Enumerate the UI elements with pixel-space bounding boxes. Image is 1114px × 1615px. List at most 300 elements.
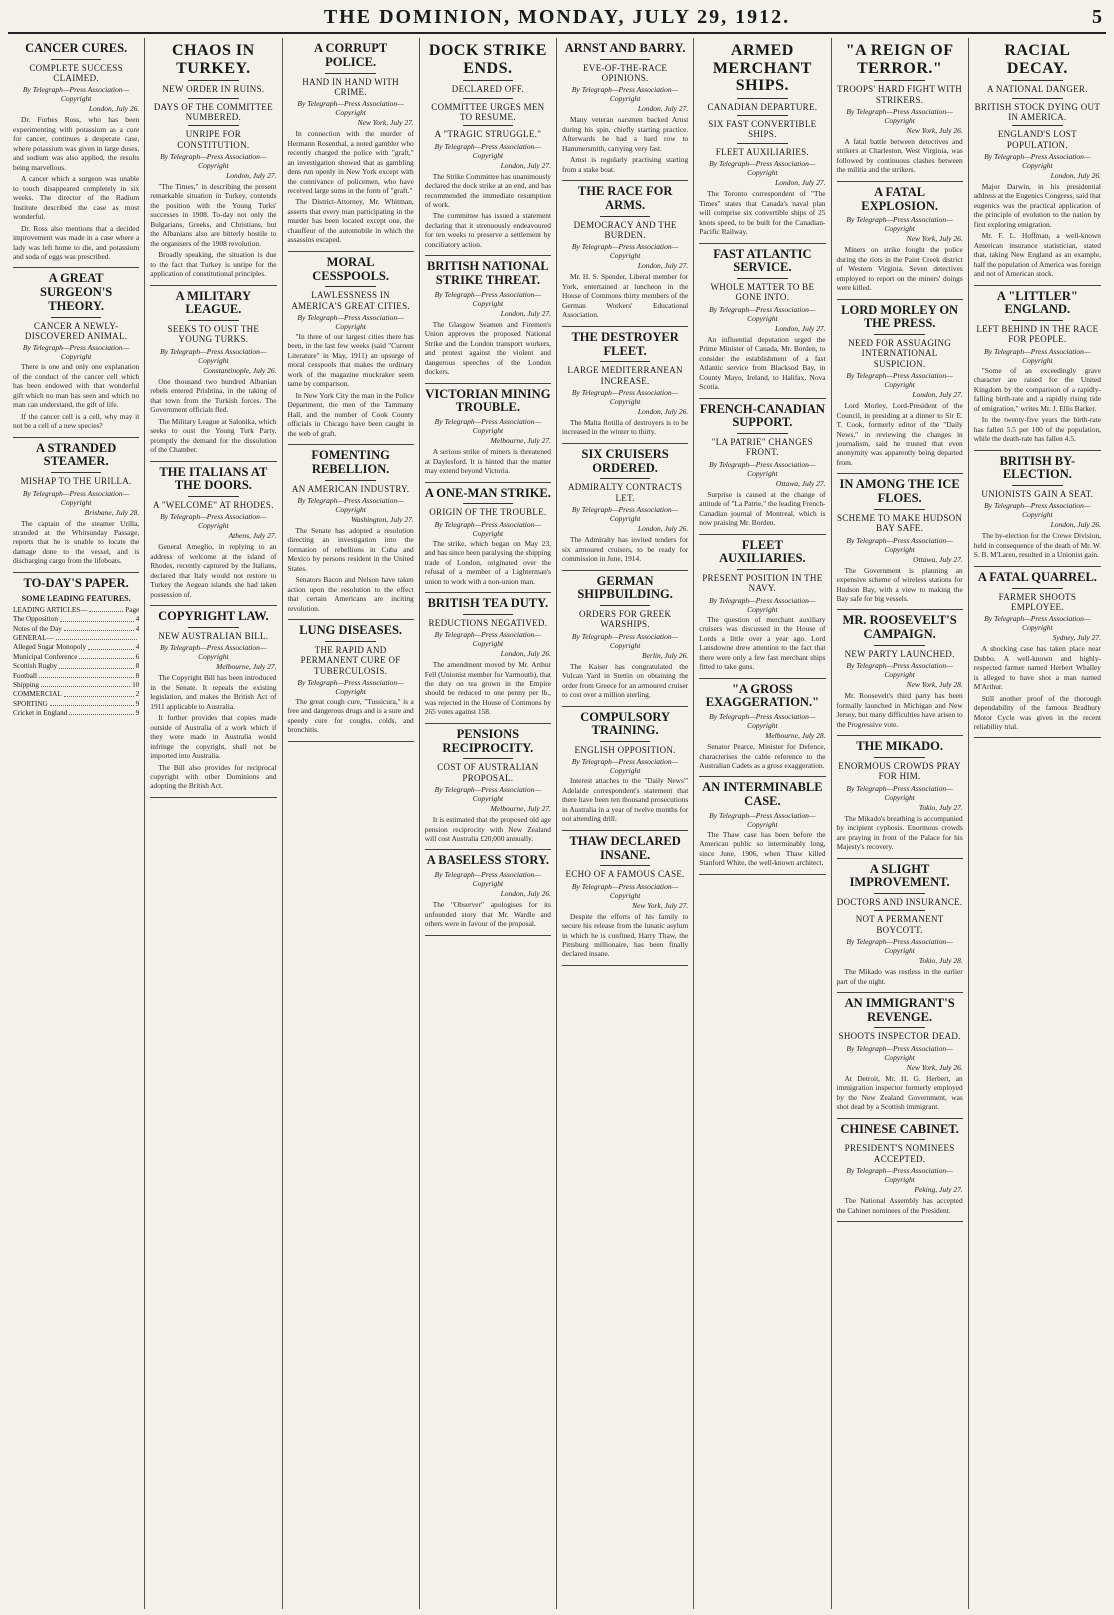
article-paragraph: One thousand two hundred Albanian rebels entered Prishtina, in the taking of that town from the Turkish forces. The Government officials fled. — [150, 376, 277, 415]
article-byline: By Telegraph—Press Association—Copyright — [571, 881, 679, 900]
article-separator — [425, 383, 551, 384]
article-paragraph: There is one and only one explanation of the conduct of the cancer cell which has been endowed with that wonderful gift which no man has seen and which no man can understand, the gift of life. — [13, 362, 140, 410]
divider-rule — [600, 741, 651, 742]
index-leader — [79, 653, 133, 659]
article-paragraph: Mr. Roosevelt's third party has been formally launched in Michigan and New Jersey, but many difficulties have arisen to the Progressive vote. — [836, 691, 963, 729]
article-subheading: LEFT BEHIND IN THE RACE FOR PEOPLE. — [976, 324, 1099, 345]
article-paragraph: An influential deputation urged the Prime Minister of Canada, Mr. Borden, to consider the establishment of a fast Atlantic service from Blacksod Bay, in County Mayo, Ireland, to Halifax, Nova Scotia. — [699, 334, 826, 392]
article-dateline: London, July 26. — [637, 524, 689, 534]
article-paragraph: Arnst is regularly practising starting from a stake boat. — [562, 155, 689, 174]
article-separator — [562, 180, 688, 181]
divider-rule — [325, 73, 376, 74]
article-headline: THE RACE FOR ARMS. — [577, 184, 673, 212]
article-dateline: London, July 27. — [775, 178, 826, 188]
article-subheading: ECHO OF A FAMOUS CASE. — [565, 869, 685, 880]
article-headline: BRITISH TEA DUTY. — [427, 595, 549, 610]
article-byline: By Telegraph—Press Association—Copyright — [434, 417, 542, 436]
divider-rule — [188, 80, 239, 81]
divider-rule — [325, 641, 376, 642]
article-subheading: SHOOTS INSPECTOR DEAD. — [838, 1031, 961, 1042]
article-paragraph: The Kaiser has congratulated the Vulcan Yard in Stettin on obtaining the order from Greece for an armoured cruiser to cost over a million sterling. — [562, 661, 689, 700]
article-separator — [837, 1118, 963, 1119]
index-page: 2 — [135, 690, 140, 699]
article-paragraph: The "Observer" apologises for its unfounded story that Mr. Wardle and others were in favour of the proposal. — [424, 900, 551, 929]
article-paragraph: Surprise is caused at the change of attitude of "La Patrie," the leading French-Canadian journal of Montreal, which is now praising Mr. Borden. — [699, 489, 826, 528]
article-byline: By Telegraph—Press Association—Copyright — [434, 870, 542, 889]
article — [425, 728, 551, 844]
index-leader — [56, 634, 138, 640]
article — [699, 781, 825, 867]
article-subheading: LAWLESSNESS IN AMERICA'S GREAT CITIES. — [291, 290, 410, 311]
article-dateline: Peking, July 27. — [914, 1185, 963, 1195]
article — [13, 42, 139, 261]
article — [699, 683, 825, 771]
divider-rule — [874, 509, 925, 510]
article-paragraph: At Detroit, Mr. H. G. Herbert, an immigration inspector formerly employed by the New Zealand Government, was shot dead by a Scottish immigrant. — [836, 1073, 963, 1112]
article-byline: By Telegraph—Press Association—Copyright — [846, 371, 953, 390]
article — [562, 448, 688, 564]
article-separator — [699, 874, 825, 875]
article-paragraph: Still another proof of the thorough dependability of the famous Bradbury Motor Cycle was given in the recent reliability trial. — [973, 693, 1101, 731]
article-dateline: Ottawa, July 27. — [913, 554, 963, 564]
article-subheading: DEMOCRACY AND THE BURDEN. — [573, 219, 677, 241]
article-headline: FOMENTING REBELLION. — [311, 448, 390, 476]
article-headline: A "LITTLER" ENGLAND. — [996, 288, 1078, 317]
article-byline: By Telegraph—Press Association—Copyright — [434, 519, 542, 538]
article-dateline: New York, July 26. — [906, 234, 963, 244]
article-headline: VICTORIAN MINING TROUBLE. — [425, 386, 551, 415]
article-paragraph: The Strike Committee has unanimously declared the dock strike at an end, and has recommended the immediate resumption of work. — [424, 171, 551, 209]
divider-rule — [463, 98, 514, 99]
article-paragraph: Many veteran oarsmen backed Arnst during his spin, chiefly starting practice. Afterwards he had a hard row to Hammersmith, carrying very fast. — [562, 115, 689, 153]
article — [974, 42, 1101, 279]
divider-rule — [188, 98, 239, 99]
article-paragraph: The great cough cure, "Tussicura," is a free and dangerous drugs and is a sure and speedy cure for coughs, colds, and bronchitis. — [287, 697, 414, 735]
article-paragraph: The Mikado's breathing is accompanied by incipient cyphosis. Enormous crowds are praying in front of the Palace for his Majesty's recovery. — [836, 813, 963, 852]
divider-rule — [1012, 485, 1063, 486]
index-label: Notes of the Day — [13, 624, 62, 633]
divider-rule — [1012, 588, 1063, 589]
article-paragraph: Dr. Forbes Ross, who has been experimenting with potassium as a cure for cancer, continues a desperate case, where potassium was given in large doses, and sodium was also applied, the results being marvellous. — [13, 115, 140, 172]
article-headline: PENSIONS RECIPROCITY. — [442, 726, 534, 755]
index-row — [13, 625, 139, 634]
article-byline: By Telegraph—Press Association—Copyright — [984, 346, 1091, 365]
divider-rule — [737, 143, 788, 144]
article-dateline: London, July 26. — [637, 406, 689, 416]
index-leader — [41, 681, 130, 687]
article-dateline: Tokio, July 28. — [918, 956, 963, 966]
article-subheading: ADMIRALTY CONTRACTS LET. — [567, 482, 683, 503]
article — [562, 575, 688, 700]
article-subheading: COMPLETE SUCCESS CLAIMED. — [29, 62, 123, 84]
article-paragraph: The Malta flotilla of destroyers is to be increased in the winter to thirty. — [562, 417, 689, 437]
article-byline: By Telegraph—Press Association—Copyright — [709, 595, 816, 614]
article — [562, 711, 688, 824]
article-byline: By Telegraph—Press Association—Copyright — [571, 387, 679, 406]
article-headline: BRITISH BY-ELECTION. — [999, 453, 1076, 482]
article-dateline: Tokio, July 27. — [918, 802, 963, 812]
article-headline: FRENCH-CANADIAN SUPPORT. — [699, 401, 825, 430]
article-separator — [699, 243, 825, 244]
article-headline: A FATAL QUARREL. — [977, 569, 1097, 584]
index-page: 4 — [135, 615, 140, 624]
article-dateline: New York, July 26. — [906, 125, 963, 135]
article-separator — [562, 706, 688, 707]
article-dateline: Melbourne, July 28. — [765, 731, 826, 741]
divider-rule — [600, 478, 651, 479]
article-headline: MORAL CESSPOOLS. — [312, 254, 389, 283]
divider-rule — [463, 503, 514, 504]
article-byline: By Telegraph—Press Association—Copyright — [297, 678, 404, 696]
article-separator — [837, 1221, 963, 1222]
article-byline: By Telegraph—Press Association—Copyright — [984, 151, 1091, 170]
article — [837, 863, 963, 986]
divider-rule — [1012, 80, 1063, 81]
article-headline: A MILITARY LEAGUE. — [175, 288, 252, 317]
article — [13, 272, 139, 430]
article-subheading: PRESENT POSITION IN THE NAVY. — [702, 573, 823, 594]
index-leader — [50, 700, 134, 706]
index-label: COMMERCIAL — [13, 690, 62, 699]
article-paragraph: The Military League at Salonika, which seeks to oust the Young Turk Party, promptly the demand for the dissolution of the Chamber. — [150, 416, 277, 455]
article-subheading: A "TRAGIC STRUGGLE." — [434, 129, 542, 140]
article-separator — [150, 605, 276, 606]
article-byline: By Telegraph—Press Association—Copyright — [434, 630, 542, 649]
article-paragraph: A fatal battle between detectives and strikers at Charleston, West Virginia, was followed by continuous clashes between the militia and the strikers. — [836, 136, 963, 175]
article-byline: By Telegraph—Press Association—Copyright — [297, 99, 404, 118]
column-3 — [283, 38, 420, 1609]
article-dateline: Ottawa, July 27. — [775, 478, 826, 488]
article-subheading: MISHAP TO THE URILLA. — [20, 476, 132, 487]
article-byline: By Telegraph—Press Association—Copyright — [571, 631, 679, 650]
divider-rule — [874, 1027, 925, 1028]
article-byline: By Telegraph—Press Association—Copyright — [709, 810, 816, 829]
article-headline: A ONE-MAN STRIKE. — [424, 485, 551, 500]
divider-rule — [600, 216, 651, 217]
article-paragraph: The Mikado was restless in the earlier part of the night. — [836, 967, 963, 986]
divider-rule — [1012, 98, 1063, 99]
article-separator — [425, 482, 551, 483]
article-separator — [425, 255, 551, 256]
article-subheading: WHOLE MATTER TO BE GONE INTO. — [710, 282, 815, 303]
article-subheading: AN AMERICAN INDUSTRY. — [291, 483, 410, 494]
article-headline: COMPULSORY TRAINING. — [580, 709, 671, 738]
article-paragraph: The question of merchant auxiliary cruisers was discussed in the House of Lords a little over a year ago. Lord Lansdowne drew attention to the fact that there were only a few fast merchant ships fitted to take guns. — [699, 614, 826, 672]
article — [837, 614, 963, 729]
divider-rule — [1012, 125, 1063, 126]
article-byline: By Telegraph—Press Association—Copyright — [846, 661, 953, 680]
article-subheading: PRESIDENT'S NOMINEES ACCEPTED. — [844, 1143, 955, 1164]
article-paragraph: In the twenty-five years the birth-rate has fallen 5.5 per 100 of the population, while the death-rate has fallen 4.5. — [973, 415, 1101, 444]
article — [699, 248, 825, 392]
article-headline: THE DESTROYER FLEET. — [571, 329, 679, 358]
article-headline: A STRANDED STEAMER. — [36, 440, 117, 469]
divider-rule — [874, 645, 925, 646]
article-headline: A FATAL EXPLOSION. — [861, 184, 938, 213]
article-paragraph: A serious strike of miners is threatened at Daylesford. It is hinted that the matter may extend beyond Victoria. — [424, 447, 551, 476]
article-subheading: UNIONISTS GAIN A SEAT. — [981, 489, 1094, 500]
article-headline: BRITISH NATIONAL STRIKE THREAT. — [427, 259, 549, 288]
index-page: 10 — [132, 680, 140, 689]
article-byline: By Telegraph—Press Association—Copyright — [846, 106, 953, 125]
article-paragraph: It further provides that copies made outside of Australia of a work which if they were made in Australia would infringe the copyright, shall not be imported into Australia. — [150, 713, 277, 761]
article — [150, 610, 276, 791]
article-byline: By Telegraph—Press Association—Copyright — [846, 1043, 953, 1062]
article-byline: By Telegraph—Press Association—Copyright — [846, 535, 953, 554]
article-paragraph: The captain of the steamer Urilla, stranded at the Whitsunday Passage, reports that he is unable to locate the damage done to the vessel, and is discharging cargo from the lifeboats. — [13, 518, 140, 566]
article-dateline: New York, July 27. — [632, 900, 689, 910]
index-row — [13, 700, 139, 709]
article — [425, 388, 551, 476]
article-subheading: COST OF AUSTRALIAN PROPOSAL. — [437, 762, 539, 783]
article-subheading: NEED FOR ASSUAGING INTERNATIONAL SUSPICION. — [848, 338, 952, 369]
article-paragraph: Lord Morley, Lord-President of the Council, in presiding at a dinner to Sir E. T. Cook, formerly editor of the "Daily News," in reviewing the changes in journalism, said he trusted that even anonymity was apparently being departed from. — [836, 401, 963, 467]
article-headline: A SLIGHT IMPROVEMENT. — [849, 861, 950, 890]
article-separator — [288, 619, 414, 620]
article-separator — [699, 678, 825, 679]
article-headline: MR. ROOSEVELT'S CAMPAIGN. — [842, 613, 957, 642]
article-headline: AN INTERMINABLE CASE. — [702, 780, 823, 809]
index-page: 8 — [135, 662, 140, 671]
article-separator — [425, 723, 551, 724]
article — [288, 449, 414, 613]
article-paragraph: The Admiralty has invited tenders for six armoured cruisers, to be ready for commission in June, 1914. — [562, 535, 689, 564]
divider-rule — [188, 125, 239, 126]
index-label: Municipal Conference — [13, 652, 78, 661]
article-dateline: London, July 27. — [775, 323, 826, 333]
article-dateline: Brisbane, July 28. — [84, 507, 140, 517]
divider-rule — [737, 115, 788, 116]
article-separator — [837, 299, 963, 300]
index-row — [13, 615, 139, 624]
index-headline: TO-DAY'S PAPER. — [23, 575, 129, 590]
article-paragraph: The Copyright Bill has been introduced in the Senate. It repeals the existing legislation, and makes the British Act of 1911 applicable to Australia. — [150, 673, 277, 711]
article-headline: COPYRIGHT LAW. — [158, 609, 269, 624]
article-paragraph: In connection with the murder of Hermann Rosenthal, a noted gambler who recently charged the police with "graft," an investigation showed that as gambling dens run openly in New York except with the connivance of policemen, who have received large sums in the form of "graft." — [287, 129, 414, 195]
article-subheading: FARMER SHOOTS EMPLOYEE. — [998, 591, 1077, 612]
article-separator — [150, 797, 276, 798]
article-paragraph: A cancer which a surgeon was unable to touch disappeared completely in six weeks. The director of the Radium Institute described the case as most wonderful. — [13, 174, 140, 222]
article-subheading: NEW AUSTRALIAN BILL. — [158, 630, 269, 641]
article-headline: CHAOS IN TURKEY. — [172, 42, 255, 77]
article-headline: GERMAN SHIPBUILDING. — [577, 573, 673, 602]
article — [562, 331, 688, 437]
article-byline: By Telegraph—Press Association—Copyright — [571, 242, 679, 261]
article-headline: LORD MORLEY ON THE PRESS. — [841, 302, 959, 331]
article — [562, 42, 688, 174]
article-paragraph: Mr. F. L. Hoffman, a well-known American insurance statistician, stated that, taking New England as an example, half the population of America was foreign and not of American stock. — [973, 231, 1101, 279]
article-separator — [425, 592, 551, 593]
article-dateline: Melbourne, July 27. — [490, 804, 551, 814]
article-paragraph: Broadly speaking, the situation is due to the fact that Turkey is unripe for the application of constitutional principles. — [150, 250, 277, 279]
index-leader — [64, 690, 134, 696]
article-subheading: DAYS OF THE COMMITTEE NUMBERED. — [153, 101, 273, 122]
index-row — [13, 643, 139, 652]
article-dateline: London, July 27. — [637, 261, 689, 271]
article-separator — [837, 858, 963, 859]
article-paragraph: A shocking case has taken place near Dubbo. A well-known and highly-respected farmer named Herbert Whalley is alleged to have shot a man named M'Arthur. — [973, 644, 1101, 692]
article-dateline: London, July 26. — [88, 104, 140, 114]
article-byline: By Telegraph—Press Association—Copyright — [160, 512, 267, 531]
article-paragraph: The committee has issued a statement declaring that it strenuously endeavoured for ten weeks to preserve a settlement by conciliatory action. — [424, 211, 551, 249]
index-row — [13, 653, 139, 662]
article-separator — [562, 570, 688, 571]
article-paragraph: Major Darwin, in his presidential address at the Eugenics Congress, said that eugenics was the practical application of the principle of evolution to the nation by first exploring emigration. — [973, 181, 1101, 229]
index-label: Shipping — [13, 680, 39, 689]
article-paragraph: "Some of an exceedingly grave character are raised for the United Kingdom by the comparison of a rapidly-falling birth-rate and a rapidly rising tide of emigration," writes Mr. J. Ellis Barker. — [973, 365, 1101, 413]
divider-rule — [463, 758, 514, 759]
index-row — [13, 634, 139, 643]
article-subheading: DECLARED OFF. — [451, 84, 524, 95]
article-byline: By Telegraph—Press Association—Copyright — [984, 501, 1091, 520]
article-separator — [562, 965, 688, 966]
divider-rule — [737, 278, 788, 279]
article-paragraph: The strike, which began on May 23, and has since been paralysing the shipping trade of London, originated over the refusal of a member of a Lighterman's union to work with a non-union man. — [424, 538, 551, 586]
article — [288, 42, 414, 245]
article-subheading: ORIGIN OF THE TROUBLE. — [429, 507, 547, 518]
index-leader — [59, 662, 134, 668]
article-byline: By Telegraph—Press Association—Copyright — [160, 346, 267, 365]
article — [699, 42, 825, 237]
article-headline: THAW DECLARED INSANE. — [569, 833, 681, 862]
index-label: Alleged Sugar Monopoly — [13, 643, 87, 652]
divider-rule — [463, 125, 514, 126]
article-headline: IN AMONG THE ICE FLOES. — [839, 477, 960, 506]
article-paragraph: The amendment moved by Mr. Arthur Fell (Unionist member for Yarmouth), that the duty on tea grown in the Empire should be reduced to one penny per lb., was rejected in the House of Commons by 265 votes against 158. — [424, 660, 551, 717]
divider-rule — [874, 757, 925, 758]
article-subheading: NOT A PERMANENT BOYCOTT. — [855, 914, 944, 935]
divider-rule — [874, 334, 925, 335]
index-leader — [60, 615, 134, 621]
divider-rule — [874, 1139, 925, 1140]
index-leader — [64, 625, 134, 631]
article-separator — [837, 992, 963, 993]
article-headline: ARNST AND BARRY. — [564, 41, 686, 55]
article-byline: By Telegraph—Press Association—Copyright — [709, 304, 816, 323]
article-subheading: TROOPS' HARD FIGHT WITH STRIKERS. — [837, 84, 963, 105]
article-byline: By Telegraph—Press Association—Copyright — [160, 151, 267, 170]
article-byline: By Telegraph—Press Association—Copyright — [434, 289, 542, 308]
article-subheading: SEEKS TO OUST THE YOUNG TURKS. — [167, 324, 260, 345]
divider-rule — [188, 320, 239, 321]
article-subheading: NEW ORDER IN RUINS. — [162, 84, 265, 95]
index-page: 6 — [135, 652, 140, 661]
article-separator — [562, 443, 688, 444]
divider-rule — [737, 569, 788, 570]
article-dateline: New York, July 26. — [906, 1062, 963, 1072]
divider-rule — [325, 286, 376, 287]
article — [974, 455, 1101, 560]
article-dateline: Melbourne, July 27. — [490, 436, 551, 446]
article-subheading: SIX FAST CONVERTIBLE SHIPS. — [708, 119, 817, 140]
article-subheading: BRITISH STOCK DYING OUT IN AMERICA. — [974, 101, 1101, 122]
article-separator — [837, 609, 963, 610]
article-subheading: ORDERS FOR GREEK WARSHIPS. — [578, 609, 672, 630]
newspaper-title: THE DOMINION, MONDAY, JULY 29, 1912. — [323, 6, 791, 28]
article-byline: By Telegraph—Press Association—Copyright — [846, 783, 953, 802]
article-paragraph: The District-Attorney, Mr. Whitman, asserts that every man participating in the murder has been located except one, the chauffeur of the automobile in which the assassins escaped. — [287, 197, 414, 245]
article-paragraph: Dr. Ross also mentions that a decided improvement was made in a case where a lady was left home to die, and potassium and soda of eggs was prescribed. — [13, 223, 140, 261]
index-page: Page — [125, 606, 140, 615]
article-headline: CHINESE CABINET. — [840, 1121, 959, 1136]
article-subheading: "LA PATRIE" CHANGES FRONT. — [711, 437, 813, 458]
article-paragraph: The Bill also provides for reciprocal copyright with other Dominions and adopting the British Act. — [150, 762, 277, 791]
article — [837, 186, 963, 293]
todays-paper-index — [13, 577, 139, 718]
article-subheading: HAND IN HAND WITH CRIME. — [302, 76, 399, 97]
article-separator — [562, 830, 688, 831]
divider-rule — [51, 59, 102, 60]
article-separator — [974, 285, 1101, 286]
article-separator — [837, 181, 963, 182]
index-row — [13, 709, 139, 718]
article-paragraph: In New York City the man in the Police Department, the men of the Tammany Hall, and the number of Cook County officials in Chicago have been caught in the web of graft. — [287, 390, 414, 438]
article-byline: By Telegraph—Press Association—Copyright — [22, 343, 130, 362]
divider-rule — [188, 627, 239, 628]
article-dateline: London, July 26. — [1050, 170, 1101, 180]
divider-rule — [325, 480, 376, 481]
article-paragraph: The Thaw case has been before the American public so interminably long, since June, 1906, when Thaw killed Stanford White, the well-known architect. — [699, 829, 826, 868]
divider-rule — [463, 614, 514, 615]
article-byline: By Telegraph—Press Association—Copyright — [984, 614, 1091, 633]
article — [425, 854, 551, 928]
article-paragraph: The Toronto correspondent of "The Times" states that Canada's naval plan will comprise six convertible ships of 25 knots speed, to be built for the Canadian-Pacific Railway. — [699, 189, 826, 237]
article-paragraph: Senators Bacon and Nelson have taken action upon the resolution to the effect that certain Americans are inciting revolution. — [287, 575, 414, 613]
article-paragraph: It is estimated that the proposed old age pension reciprocity with New Zealand will cost Australia £20,000 annually. — [424, 815, 551, 843]
article-byline: By Telegraph—Press Association—Copyright — [22, 488, 130, 507]
divider-rule — [737, 98, 788, 99]
article-paragraph: The Glasgow Seamen and Firemen's Union approves the proposed National Strike and the London transport workers, and protest against the violent and dangerous speeches of the London dockers. — [424, 319, 551, 377]
article-dateline: London, July 27. — [912, 390, 963, 400]
article-paragraph: Interest attaches to the "Daily News'" Adelaide correspondent's statement that there have been ten thousand prosecutions in Australia in a year of twelve months for not attending drill. — [562, 776, 689, 824]
article-dateline: Sydney, July 27. — [1052, 633, 1101, 643]
article-paragraph: The National Assembly has accepted the Cabinet nominees of the President. — [836, 1196, 963, 1215]
article-byline: By Telegraph—Press Association—Copyright — [709, 712, 816, 731]
article-byline: By Telegraph—Press Association—Copyright — [297, 313, 404, 331]
article-headline: THE MIKADO. — [856, 739, 944, 754]
index-label: Cricket in England — [13, 708, 68, 717]
article-byline: By Telegraph—Press Association—Copyright — [434, 141, 542, 160]
article — [150, 290, 276, 455]
article-subheading: LARGE MEDITERRANEAN INCREASE. — [567, 365, 683, 386]
article-byline: By Telegraph—Press Association—Copyright — [571, 505, 679, 524]
article-subheading: ENGLAND'S LOST POPULATION. — [997, 129, 1077, 150]
index-row — [13, 681, 139, 690]
article-subheading: EVE-OF-THE-RACE OPINIONS. — [583, 62, 668, 84]
masthead — [8, 4, 1106, 34]
article-separator — [699, 398, 825, 399]
article-headline: THE ITALIANS AT THE DOORS. — [159, 464, 268, 493]
article — [288, 624, 414, 735]
article — [699, 403, 825, 528]
article-dateline: London, July 27. — [500, 160, 551, 170]
article-byline: By Telegraph—Press Association—Copyright — [434, 785, 542, 804]
article-paragraph: Despite the efforts of his family to secure his release from the lunatic asylum in which he is confined, Harry Thaw, the Pittsburg millionaire, has been finally declared insane. — [562, 911, 689, 959]
article-dateline: Athens, July 27. — [228, 531, 277, 541]
article — [837, 304, 963, 468]
index-leader — [89, 606, 123, 612]
column-7 — [832, 38, 969, 1609]
article-subheading: THE RAPID AND PERMANENT CURE OF TUBERCULOSIS. — [300, 644, 401, 676]
article-separator — [837, 473, 963, 474]
article-subheading: REDUCTIONS NEGATIVED. — [428, 617, 548, 628]
article — [974, 290, 1101, 444]
article — [562, 835, 688, 959]
index-row — [13, 662, 139, 671]
page-number: 5 — [1092, 6, 1102, 28]
index-page: 4 — [135, 643, 140, 652]
index-label: SPORTING — [13, 699, 48, 708]
